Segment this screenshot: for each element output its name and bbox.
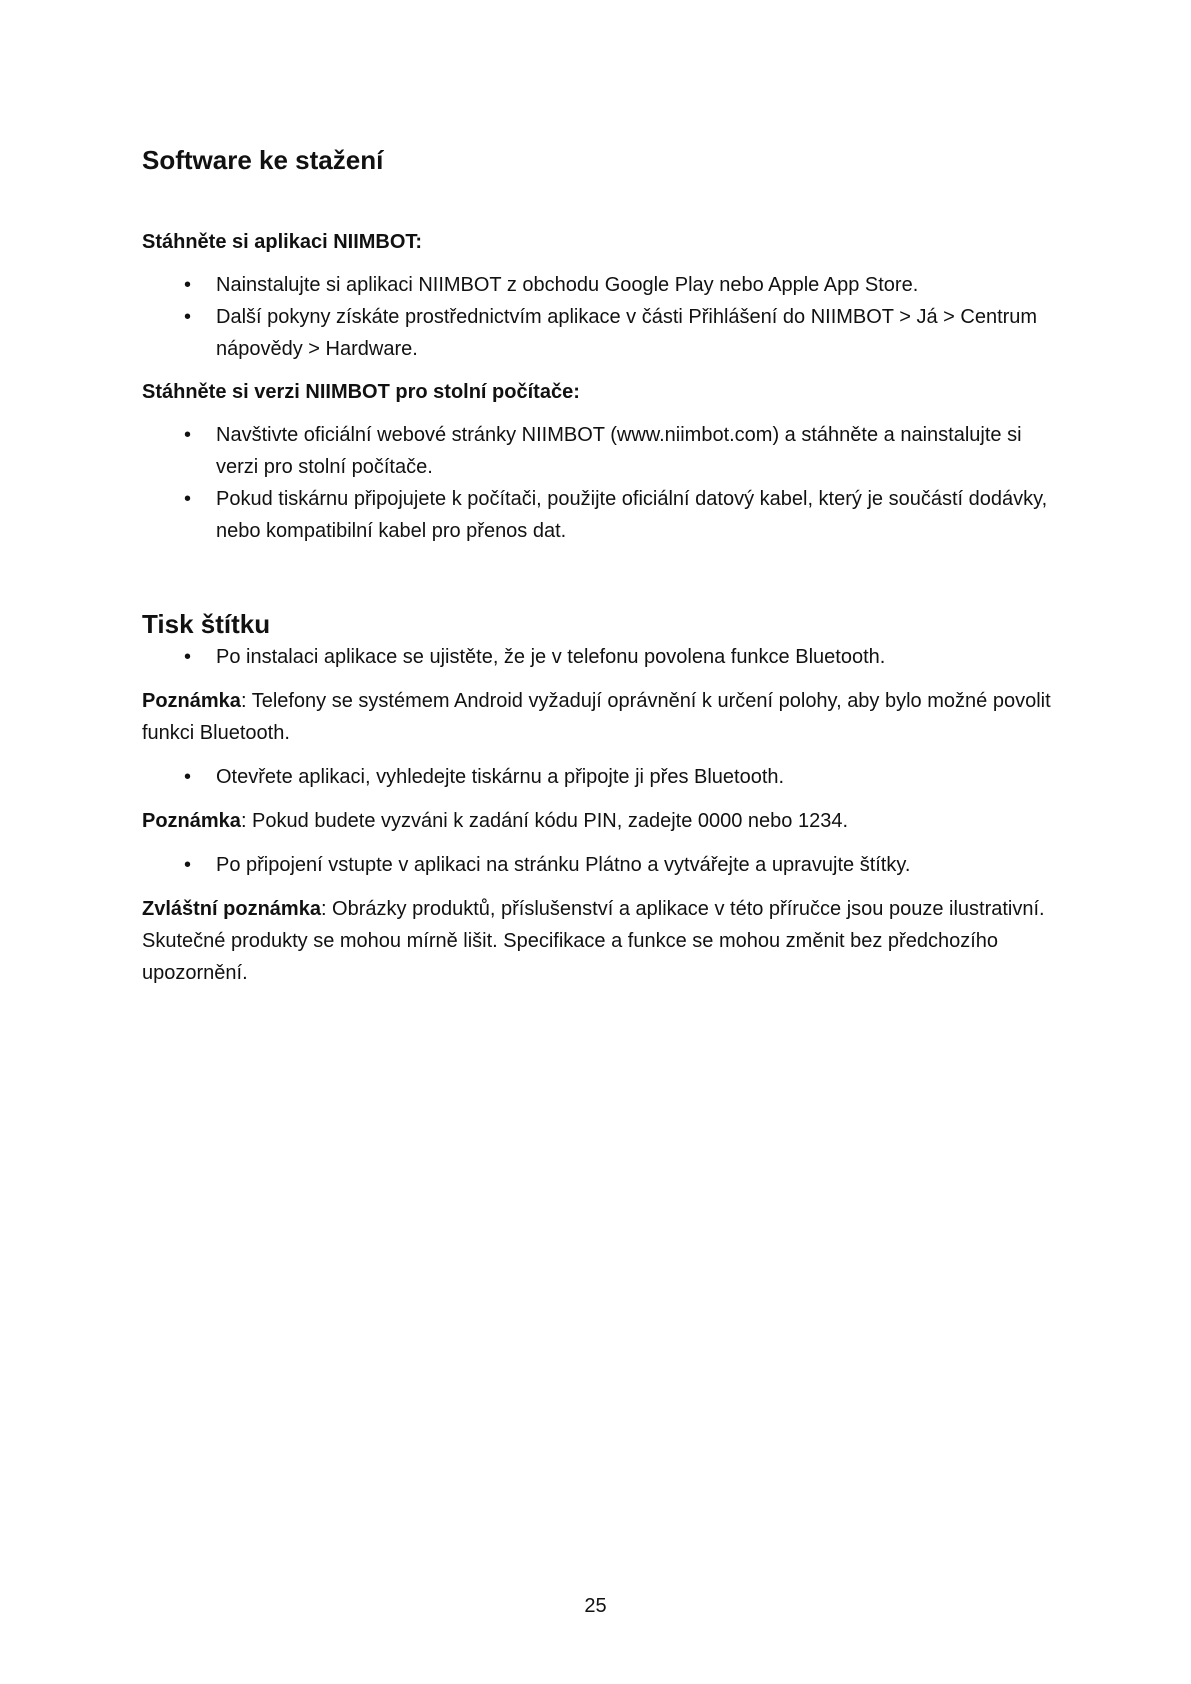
- app-download-list: [142, 269, 1062, 365]
- list-item: [142, 761, 1062, 793]
- bullet-icon: •: [184, 854, 192, 876]
- list-item-text: Pokud tiskárnu připojujete k počítači, použijte oficiální datový kabel, který je součástí dodávky, nebo kompatibilní kabel pro přenos dat.: [216, 488, 1048, 542]
- list-item: [142, 641, 1062, 673]
- page-content: [142, 140, 1062, 989]
- note-text: : Telefony se systémem Android vyžadují oprávnění k určení polohy, aby bylo možné povolit funkci Bluetooth.: [142, 690, 1051, 744]
- note-label: Zvláštní poznámka: [142, 898, 321, 920]
- note-android: [142, 685, 1062, 749]
- list-item: [142, 301, 1062, 365]
- print-steps-list-2: [142, 761, 1062, 793]
- note-text: : Pokud budete vyzváni k zadání kódu PIN, zadejte 0000 nebo 1234.: [240, 810, 849, 832]
- list-item: [142, 269, 1062, 301]
- list-item-text: Navštivte oficiální webové stránky NIIMBOT (www.niimbot.com) a stáhněte a nainstalujte si verzi pro stolní počítače.: [216, 424, 1022, 478]
- bullet-icon: •: [184, 488, 192, 510]
- desktop-download-list: [142, 419, 1062, 547]
- section-title-software: Software ke stažení: [142, 145, 384, 175]
- bullet-icon: •: [184, 646, 192, 668]
- bullet-icon: •: [184, 274, 192, 296]
- desktop-download-heading: Stáhněte si verzi NIIMBOT pro stolní počítače:: [142, 381, 580, 403]
- bullet-icon: •: [184, 766, 192, 788]
- bullet-icon: •: [184, 424, 192, 446]
- list-item-text: Po instalaci aplikace se ujistěte, že je v telefonu povolena funkce Bluetooth.: [216, 646, 886, 668]
- bullet-icon: •: [184, 306, 192, 328]
- list-item-text: Otevřete aplikaci, vyhledejte tiskárnu a připojte ji přes Bluetooth.: [216, 766, 785, 788]
- list-item-text: Další pokyny získáte prostřednictvím aplikace v části Přihlášení do NIIMBOT > Já > Centrum nápovědy > Hardware.: [216, 306, 1038, 360]
- list-item: [142, 419, 1062, 483]
- note-special: [142, 893, 1062, 989]
- section-title-print: Tisk štítku: [142, 609, 271, 639]
- note-label: Poznámka: [142, 690, 241, 712]
- note-text: : Obrázky produktů, příslušenství a aplikace v této příručce jsou pouze ilustrativní. Skutečné produkty se mohou mírně lišit. Specifikace a funkce se mohou změnit bez předchozího upozornění.: [142, 898, 1045, 984]
- list-item-text: Nainstalujte si aplikaci NIIMBOT z obchodu Google Play nebo Apple App Store.: [216, 274, 919, 296]
- print-steps-list-3: [142, 849, 1062, 881]
- note-label: Poznámka: [142, 810, 241, 832]
- list-item-text: Po připojení vstupte v aplikaci na stránku Plátno a vytvářejte a upravujte štítky.: [216, 854, 911, 876]
- note-pin: [142, 805, 1062, 837]
- page-number: 25: [584, 1595, 607, 1617]
- app-download-heading: Stáhněte si aplikaci NIIMBOT:: [142, 231, 423, 253]
- print-steps-list-1: [142, 641, 1062, 673]
- list-item: [142, 483, 1062, 547]
- list-item: [142, 849, 1062, 881]
